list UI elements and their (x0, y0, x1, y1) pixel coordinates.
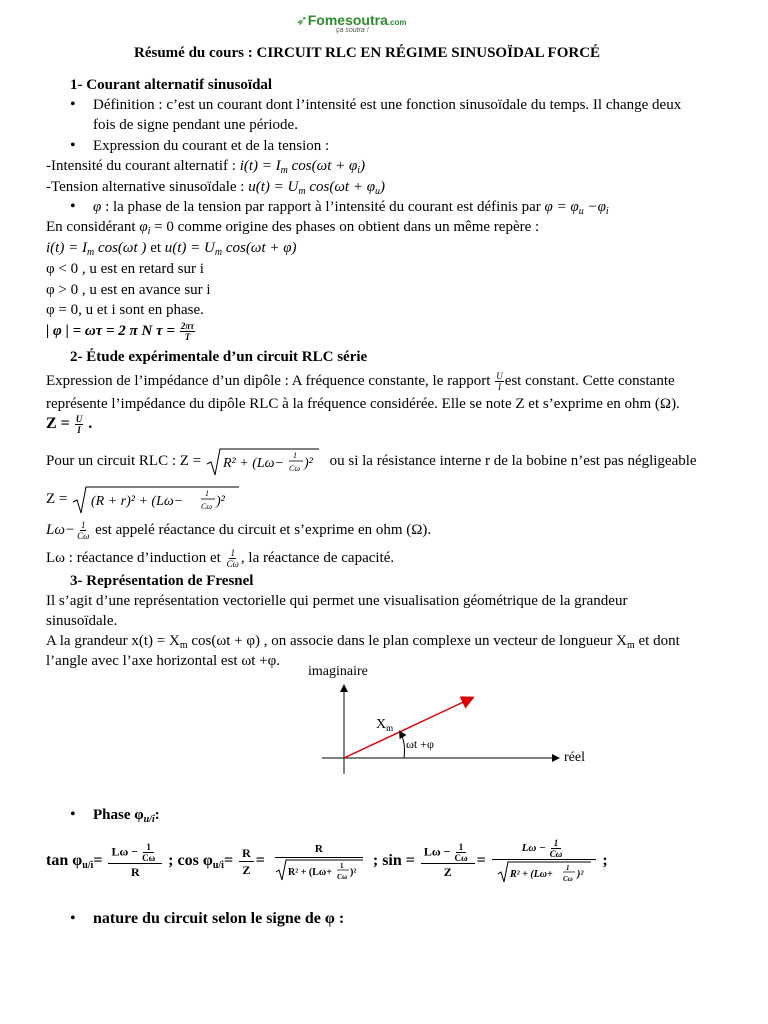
section-1-heading: 1- Courant alternatif sinusoïdal (70, 77, 273, 93)
tension-line: -Tension alternative sinusoïdale : $u(t) = U_m$ $\cos(\omega t + \varphi_u)$ (46, 179, 386, 197)
bullet-icon: • (70, 806, 76, 823)
considering-line: En considérant $\varphi_i = 0$ comme origine des phases on obtient dans un même repère : (46, 219, 540, 237)
impedance-line-2: représente l’impédance du dipôle RLC à la fréquence considérée. Elle se note Z et s’exprime en ohm (Ω). (46, 396, 680, 412)
logo-mark-icon: ➶ (296, 12, 308, 28)
svg-text:)²: )² (577, 869, 584, 881)
fresnel-diagram (300, 660, 600, 780)
svg-text:1: 1 (566, 864, 570, 873)
imaginary-label: imaginaire (308, 664, 368, 679)
case-negative: φ < 0 , u est en retard sur i (46, 261, 204, 277)
svg-text:)²: )² (303, 455, 313, 471)
rlc-impedance-internal-formula (71, 485, 241, 515)
bullet-icon: • (70, 137, 76, 154)
bullet-icon: • (70, 198, 76, 215)
fresnel-line-1: Il s’agit d’une représentation vectorielle qui permet une visualisation géométrique de la grandeur (46, 593, 628, 609)
svg-text:)²: )² (216, 493, 225, 509)
svg-text:(R + r)² + (Lω−: (R + r)² + (Lω− (91, 493, 184, 509)
svg-text:Cω: Cω (201, 501, 213, 511)
section-2-heading: 2- Étude expérimentale d’un circuit RLC série (70, 349, 368, 365)
svg-text:Cω: Cω (288, 463, 300, 473)
vector-label: $X_m$ (376, 717, 394, 733)
angle-label: ωt +φ (406, 737, 434, 751)
fresnel-line-2: sinusoïdale. (46, 613, 118, 629)
reference-equations: $i(t) = I_m$ cos(ωt ) et $u(t) = U_m$ cos(ωt + φ) (46, 240, 297, 258)
logo-tagline: ça soutra ! (336, 27, 369, 34)
svg-text:R² + (Lω−: R² + (Lω− (222, 455, 284, 471)
page-title: Résumé du cours : CIRCUIT RLC EN RÉGIME SINUSOÏDAL FORCÉ (134, 45, 601, 61)
phase-definition: φ : la phase de la tension par rapport à l’intensité du courant est définis par $\varphi = \varphi_u -\varphi_i$ (93, 199, 609, 217)
bullet-icon: • (70, 910, 76, 927)
phase-formulas: $\tan \varphi_{u/i}=$ Lω − $\frac{1}{C\omega}$ R ; $\cos \varphi_{u/i}=$ $\frac{R}{Z}$ = R R² + (Lω+ 1 Cω )² ; sin = Lω − $\frac{1}{C\omega}$ Z = Lω − $\frac{1}{C\omega}$ R² + (Lω+ 1 Cω )² ; (46, 838, 608, 884)
phase-absolute-formula: | φ | = ωτ = 2 π N τ = $\frac{2\pi\tau}{T}$ (46, 321, 195, 343)
svg-text:1: 1 (205, 488, 210, 498)
real-label: réel (564, 750, 585, 765)
definition-line-1: Définition : c’est un courant dont l’intensité est une fonction sinusoïdale du temps. Il change deux (93, 97, 682, 113)
site-logo (296, 12, 407, 34)
logo-text: Fomesoutra (307, 12, 388, 28)
svg-text:Cω: Cω (336, 872, 348, 881)
fresnel-line-3: A la grandeur $x(t) = X_m$ cos(ωt + φ) , on associe dans le plan complexe un vecteur de longueur $X_m$ et dont (46, 633, 680, 651)
case-positive: φ > 0 , u est en avance sur i (46, 282, 211, 298)
rlc-impedance-internal-line: Z = (R + r)² + (Lω− 1 Cω )² (46, 484, 241, 515)
logo-suffix: .com (387, 18, 407, 27)
intensity-line: -Intensité du courant alternatif : $i(t) = I_m$ $\cos(\omega t + \varphi_i)$ (46, 158, 366, 176)
impedance-line-1: Expression de l’impédance d’un dipôle : A fréquence constante, le rapport $\frac{U}{I}$ est constant. Cette constante (46, 371, 675, 393)
rlc-impedance-formula (205, 447, 320, 477)
svg-text:Cω: Cω (563, 875, 573, 884)
bullet-icon: • (70, 96, 76, 113)
angle-arc (400, 732, 405, 758)
svg-text:R² + (Lω+: R² + (Lω+ (510, 869, 553, 881)
svg-text:1: 1 (292, 450, 297, 460)
phase-heading: Phase $\varphi_{u/i}$: (93, 807, 160, 825)
svg-text:)²: )² (349, 866, 357, 878)
induction-reactance-line: Lω : réactance d’induction et $\frac{1}{C\omega}$ , la réactance de capacité. (46, 548, 395, 570)
fresnel-line-4: l’angle avec l’axe horizontal est ωt +φ. (46, 653, 280, 669)
definition-line-2: fois de signe pendant une période. (93, 117, 298, 133)
case-zero: φ = 0, u et i sont en phase. (46, 302, 204, 318)
impedance-formula: Z = $\frac{U}{I}$ . (46, 413, 93, 435)
section-3-heading: 3- Représentation de Fresnel (70, 573, 254, 589)
svg-text:1: 1 (339, 861, 344, 870)
expression-heading: Expression du courant et de la tension : (93, 138, 330, 154)
svg-text:R² + (Lω+: R² + (Lω+ (287, 866, 332, 878)
circuit-nature-heading: nature du circuit selon le signe de φ : (93, 910, 345, 927)
rlc-impedance-line: Pour un circuit RLC : Z = R² + (Lω− 1 Cω )² ou si la résistance interne r de la bobine n’est pas négligeable (46, 446, 697, 477)
reactance-line: Lω− $\frac{1}{C\omega}$ est appelé réactance du circuit et s’exprime en ohm (Ω). (46, 520, 432, 542)
